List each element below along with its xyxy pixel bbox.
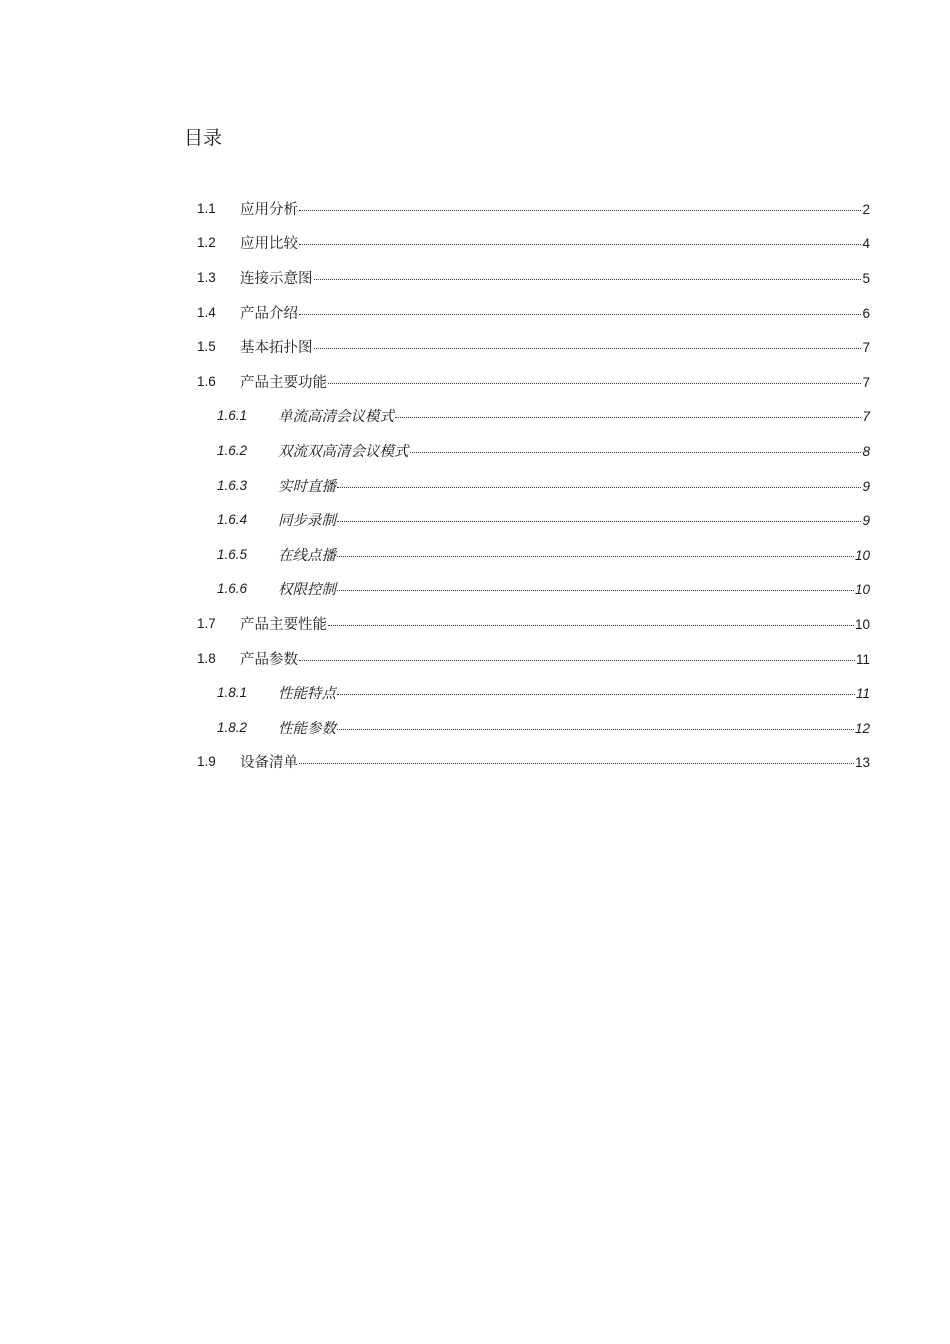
toc-entry-page: 7: [862, 409, 870, 425]
toc-entry-label: 设备清单: [240, 755, 298, 772]
toc-entry-number: 1.6.3: [217, 477, 248, 493]
toc-entry[interactable]: [0, 399, 950, 434]
toc-entry-page: 5: [862, 270, 870, 286]
toc-entry-label: 产品主要功能: [240, 374, 327, 391]
toc-dot-leader: [337, 521, 861, 522]
toc-entry-page: 10: [854, 616, 870, 632]
toc-entry[interactable]: [0, 329, 950, 364]
toc-entry[interactable]: [0, 433, 950, 468]
toc-entry-label: 权限控制: [278, 582, 336, 599]
toc-entry-number: 1.6.5: [217, 546, 248, 562]
toc-entry-page: 11: [855, 686, 870, 702]
toc-entry-page: 8: [862, 443, 870, 459]
toc-entry-number: 1.8.2: [217, 719, 248, 735]
toc-dot-leader: [337, 729, 854, 730]
toc-dot-leader: [299, 660, 855, 661]
toc-entry-label: 应用比较: [240, 236, 298, 253]
toc-dot-leader: [395, 417, 861, 418]
toc-entry-page: 12: [854, 720, 870, 736]
toc-entry-number: 1.6.4: [217, 512, 248, 528]
toc-entry-label: 基本拓扑图: [240, 340, 313, 357]
toc-entry-page: 7: [862, 374, 870, 390]
toc-entry-number: 1.4: [197, 304, 216, 320]
toc-entry-page: 11: [855, 651, 870, 667]
toc-entry-label: 实时直播: [278, 478, 336, 495]
toc-entry-page: 2: [862, 201, 870, 217]
toc-entry-label: 同步录制: [278, 513, 336, 530]
toc-dot-leader: [299, 244, 861, 245]
toc-entry[interactable]: [0, 364, 950, 399]
toc-entry-number: 1.7: [197, 615, 216, 631]
toc-entry-page: 9: [862, 478, 870, 494]
toc-entry[interactable]: [0, 675, 950, 710]
toc-entry-number: 1.2: [197, 235, 216, 251]
toc-entry-number: 1.6.1: [217, 408, 248, 424]
toc-entry-page: 9: [862, 513, 870, 529]
toc-entry-label: 连接示意图: [240, 270, 313, 287]
toc-entry-page: 4: [862, 236, 870, 252]
toc-dot-leader: [337, 556, 854, 557]
toc-entry[interactable]: [0, 260, 950, 295]
toc-entry-number: 1.6.2: [217, 442, 248, 458]
toc-entry-label: 双流双高清会议模式: [278, 443, 409, 460]
toc-entry[interactable]: [0, 468, 950, 503]
toc-entry[interactable]: [0, 502, 950, 537]
toc-entry-number: 1.5: [197, 339, 216, 355]
toc-entry[interactable]: [0, 295, 950, 330]
toc-entry-number: 1.1: [197, 200, 216, 216]
toc-entry[interactable]: [0, 537, 950, 572]
toc-dot-leader: [337, 694, 855, 695]
toc-dot-leader: [337, 590, 854, 591]
toc-entry[interactable]: [0, 641, 950, 676]
toc-entry-label: 产品介绍: [240, 305, 298, 322]
toc-entry-page: 7: [862, 340, 870, 356]
toc-dot-leader: [299, 763, 854, 764]
toc-list: [0, 191, 950, 779]
toc-entry-page: 10: [854, 582, 870, 598]
toc-entry[interactable]: [0, 710, 950, 745]
toc-entry-number: 1.8: [197, 650, 216, 666]
toc-entry-page: 10: [854, 547, 870, 563]
toc-dot-leader: [410, 452, 862, 453]
toc-dot-leader: [328, 625, 854, 626]
toc-entry[interactable]: [0, 572, 950, 607]
toc-entry-page: 13: [854, 755, 870, 771]
toc-entry-label: 产品主要性能: [240, 616, 327, 633]
toc-dot-leader: [299, 210, 861, 211]
toc-entry-label: 产品参数: [240, 651, 298, 668]
toc-dot-leader: [314, 279, 862, 280]
toc-entry[interactable]: [0, 745, 950, 780]
toc-dot-leader: [337, 487, 861, 488]
toc-title: 目录: [184, 127, 223, 149]
toc-entry-label: 性能参数: [278, 720, 336, 737]
toc-entry-number: 1.9: [197, 754, 216, 770]
toc-entry-label: 性能特点: [278, 686, 336, 703]
toc-entry-label: 应用分析: [240, 201, 298, 218]
toc-entry-number: 1.6: [197, 373, 216, 389]
toc-dot-leader: [314, 348, 862, 349]
toc-entry-page: 6: [862, 305, 870, 321]
toc-entry[interactable]: [0, 226, 950, 261]
toc-dot-leader: [299, 314, 861, 315]
toc-dot-leader: [328, 383, 861, 384]
toc-entry-number: 1.3: [197, 269, 216, 285]
toc-entry-label: 单流高清会议模式: [278, 409, 394, 426]
toc-entry-number: 1.6.6: [217, 581, 248, 597]
toc-entry-number: 1.8.1: [217, 685, 248, 701]
toc-entry[interactable]: [0, 191, 950, 226]
toc-entry[interactable]: [0, 606, 950, 641]
toc-entry-label: 在线点播: [278, 547, 336, 564]
